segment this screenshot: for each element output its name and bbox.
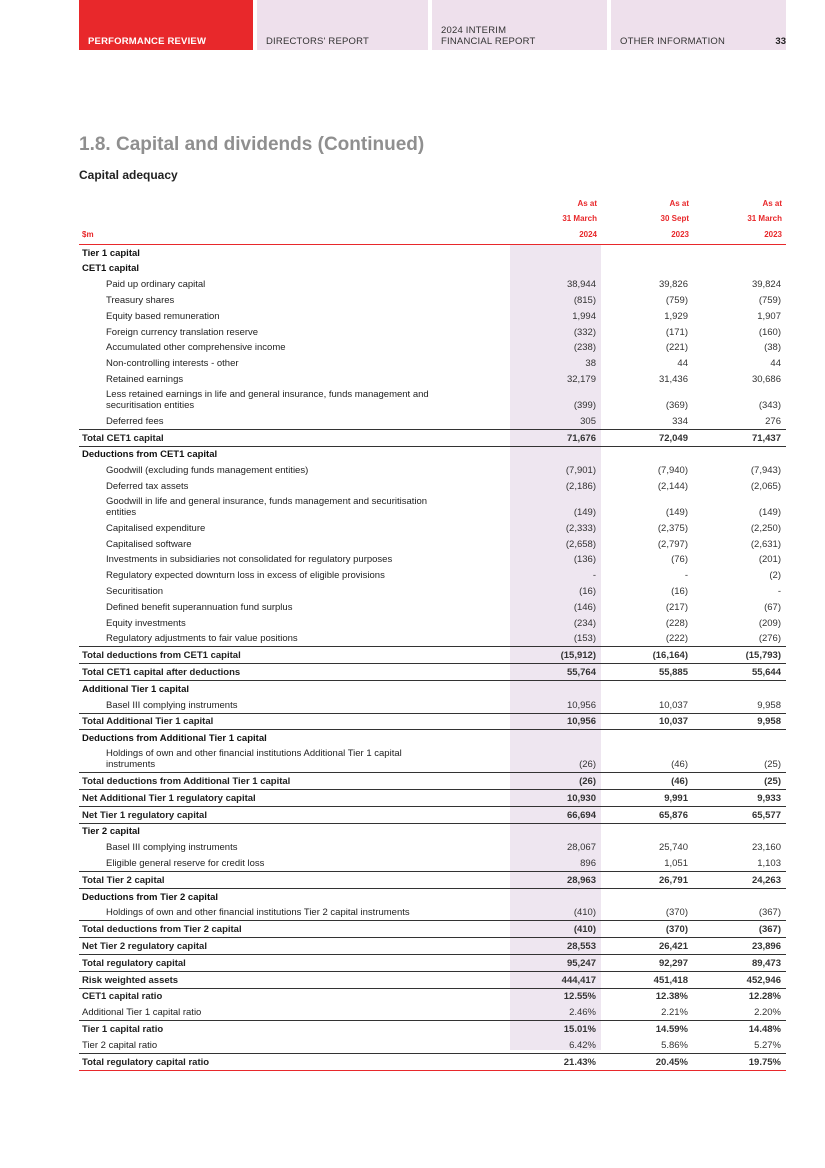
- capital-adequacy-table-container: [79, 196, 786, 1071]
- table-row: [79, 583, 786, 599]
- table-row: [79, 292, 786, 308]
- row-label: Capitalised software: [106, 538, 192, 550]
- row-value: 92,297: [601, 954, 693, 971]
- row-value: (209): [758, 617, 781, 629]
- tab-other-information[interactable]: [611, 0, 786, 50]
- table-row: [79, 681, 786, 697]
- row-value: [601, 888, 693, 904]
- table-row: [79, 888, 786, 904]
- row-label: Total deductions from Additional Tier 1 capital: [79, 773, 510, 790]
- table-row: [79, 1004, 786, 1020]
- row-value: 71,676: [510, 429, 601, 446]
- row-value: 26,421: [601, 938, 693, 955]
- row-value: (26): [510, 773, 601, 790]
- row-value: 65,876: [601, 806, 693, 823]
- row-value: (367): [758, 907, 781, 919]
- row-label: Total regulatory capital: [79, 954, 510, 971]
- row-label: Deferred tax assets: [106, 481, 189, 493]
- row-value: 10,956: [566, 699, 596, 711]
- row-value: [601, 681, 693, 697]
- row-label: Investments in subsidiaries not consolidated for regulatory purposes: [106, 554, 393, 566]
- row-value: (146): [573, 601, 596, 613]
- table-row: [79, 340, 786, 356]
- row-value: 28,963: [510, 871, 601, 888]
- row-value: (2,144): [657, 481, 688, 493]
- table-row: [79, 697, 786, 713]
- row-value: 38,944: [566, 279, 596, 291]
- row-value: (276): [758, 633, 781, 645]
- row-label: Total CET1 capital after deductions: [79, 664, 510, 681]
- row-value: [601, 446, 693, 462]
- table-row: [79, 462, 786, 478]
- row-label: Additional Tier 1 capital: [79, 681, 510, 697]
- row-value: 2.20%: [754, 1007, 781, 1019]
- section-title: 1.8. Capital and dividends (Continued): [79, 134, 425, 155]
- row-value: (67): [764, 601, 781, 613]
- tab-interim-financial-report[interactable]: [432, 0, 607, 50]
- row-value: 66,694: [510, 806, 601, 823]
- row-value: [601, 730, 693, 746]
- row-value: 28,067: [566, 842, 596, 854]
- row-value: 44: [770, 358, 781, 370]
- row-value: (149): [758, 507, 781, 519]
- table-row: [79, 599, 786, 615]
- row-label: Goodwill (excluding funds management entities): [106, 465, 309, 477]
- row-value: (76): [671, 554, 688, 566]
- table-row: [79, 536, 786, 552]
- row-value: 23,896: [693, 938, 786, 955]
- table-row: [79, 823, 786, 839]
- row-value: (2,631): [750, 538, 781, 550]
- row-value: (759): [665, 295, 688, 307]
- row-value: (16): [671, 586, 688, 598]
- row-value: 24,263: [693, 871, 786, 888]
- row-value: 55,885: [601, 664, 693, 681]
- row-value: 95,247: [510, 954, 601, 971]
- row-value: 10,956: [510, 713, 601, 730]
- table-row: [79, 730, 786, 746]
- row-value: (217): [665, 601, 688, 613]
- row-value: [693, 681, 786, 697]
- table-row: [79, 631, 786, 647]
- table-row: [79, 261, 786, 277]
- row-label: Total Additional Tier 1 capital: [79, 713, 510, 730]
- row-label: Regulatory expected downturn loss in excess of eligible provisions: [106, 570, 385, 582]
- row-value: (2): [769, 570, 781, 582]
- row-value: 9,958: [693, 713, 786, 730]
- page-number: 33: [775, 36, 786, 47]
- row-value: [510, 446, 601, 462]
- row-value: (370): [665, 907, 688, 919]
- row-value: (7,940): [657, 465, 688, 477]
- row-value: (25): [764, 759, 781, 771]
- row-value: (410): [573, 907, 596, 919]
- table-row: [79, 905, 786, 921]
- row-label: Total regulatory capital ratio: [79, 1053, 510, 1070]
- tab-directors-report[interactable]: [257, 0, 428, 50]
- row-label: Total CET1 capital: [79, 429, 510, 446]
- row-value: 23,160: [751, 842, 781, 854]
- row-label: Tier 2 capital: [79, 823, 510, 839]
- table-row: [79, 713, 786, 730]
- table-row: [79, 494, 786, 520]
- row-value: 10,930: [510, 790, 601, 807]
- table-row: [79, 520, 786, 536]
- row-value: 19.75%: [693, 1053, 786, 1070]
- table-row: [79, 773, 786, 790]
- row-value: (370): [601, 921, 693, 938]
- row-value: (759): [758, 295, 781, 307]
- row-value: 5.27%: [754, 1039, 781, 1051]
- row-label: CET1 capital ratio: [79, 988, 510, 1004]
- row-value: 1,907: [757, 310, 781, 322]
- row-value: 9,958: [757, 699, 781, 711]
- row-value: (367): [693, 921, 786, 938]
- row-value: [693, 823, 786, 839]
- row-value: (201): [758, 554, 781, 566]
- row-value: 12.28%: [693, 988, 786, 1004]
- row-value: (222): [665, 633, 688, 645]
- row-value: 9,991: [601, 790, 693, 807]
- row-label: Defined benefit superannuation fund surplus: [106, 601, 293, 613]
- row-value: 1,051: [664, 857, 688, 869]
- table-row: [79, 839, 786, 855]
- table-body: [79, 244, 786, 1070]
- row-label: Additional Tier 1 capital ratio: [82, 1007, 202, 1019]
- row-label: Accumulated other comprehensive income: [106, 342, 286, 354]
- row-value: 32,179: [566, 374, 596, 386]
- row-value: 28,553: [510, 938, 601, 955]
- row-value: -: [777, 586, 781, 598]
- table-row: [79, 855, 786, 871]
- row-value: [693, 446, 786, 462]
- unit-header: $m: [79, 196, 510, 244]
- row-value: 276: [765, 415, 781, 427]
- table-row: [79, 429, 786, 446]
- row-value: (234): [573, 617, 596, 629]
- row-value: (38): [764, 342, 781, 354]
- table-row: [79, 446, 786, 462]
- row-value: (171): [665, 326, 688, 338]
- table-row: [79, 746, 786, 773]
- row-value: [510, 681, 601, 697]
- row-value: (2,375): [657, 522, 688, 534]
- row-value: [693, 888, 786, 904]
- row-label: Capitalised expenditure: [106, 522, 206, 534]
- row-label: Less retained earnings in life and general insurance, funds management and securitisation entities: [106, 389, 429, 412]
- row-value: 39,826: [658, 279, 688, 291]
- row-label: Total deductions from CET1 capital: [79, 647, 510, 664]
- row-value: [693, 261, 786, 277]
- row-value: (25): [693, 773, 786, 790]
- row-label: Foreign currency translation reserve: [106, 326, 259, 338]
- capital-adequacy-table: [79, 196, 786, 1071]
- row-value: 452,946: [693, 971, 786, 988]
- row-value: 12.38%: [601, 988, 693, 1004]
- row-value: 72,049: [601, 429, 693, 446]
- row-label: Holdings of own and other financial institutions Additional Tier 1 capital instruments: [106, 748, 402, 771]
- table-row: [79, 664, 786, 681]
- row-value: (2,186): [565, 481, 596, 493]
- tab-performance-review[interactable]: [79, 0, 253, 50]
- row-label: Net Tier 2 regulatory capital: [79, 938, 510, 955]
- row-label: Regulatory adjustments to fair value positions: [106, 633, 298, 645]
- row-label: Deductions from Additional Tier 1 capital: [79, 730, 510, 746]
- row-value: 14.48%: [693, 1021, 786, 1037]
- row-label: Goodwill in life and general insurance, funds management and securitisation entities: [106, 496, 428, 519]
- row-label: Holdings of own and other financial institutions Tier 2 capital instruments: [106, 907, 410, 919]
- row-value: 39,824: [751, 279, 781, 291]
- row-value: 444,417: [510, 971, 601, 988]
- row-value: (15,793): [693, 647, 786, 664]
- row-label: Net Additional Tier 1 regulatory capital: [79, 790, 510, 807]
- row-value: (399): [573, 400, 596, 412]
- row-value: 12.55%: [510, 988, 601, 1004]
- row-value: (2,333): [565, 522, 596, 534]
- row-label: CET1 capital: [82, 263, 140, 275]
- row-value: (238): [573, 342, 596, 354]
- table-row: [79, 790, 786, 807]
- row-value: (410): [510, 921, 601, 938]
- row-value: 89,473: [693, 954, 786, 971]
- row-label: Basel III complying instruments: [106, 842, 238, 854]
- table-row: [79, 806, 786, 823]
- row-label: Equity investments: [106, 617, 186, 629]
- row-label: Total Tier 2 capital: [79, 871, 510, 888]
- row-value: 71,437: [693, 429, 786, 446]
- row-value: (221): [665, 342, 688, 354]
- row-value: (149): [573, 507, 596, 519]
- row-value: 44: [677, 358, 688, 370]
- table-row: [79, 938, 786, 955]
- top-navigation: [79, 0, 786, 50]
- row-value: 55,764: [510, 664, 601, 681]
- table-row: [79, 276, 786, 292]
- row-label: Treasury shares: [106, 295, 175, 307]
- row-label: Non-controlling interests - other: [106, 358, 239, 370]
- row-value: (7,901): [565, 465, 596, 477]
- table-row: [79, 988, 786, 1004]
- table-row: [79, 567, 786, 583]
- row-value: 2.21%: [661, 1007, 688, 1019]
- row-value: (46): [601, 773, 693, 790]
- row-value: 1,103: [757, 857, 781, 869]
- row-value: -: [592, 570, 596, 582]
- table-row: [79, 308, 786, 324]
- table-row: [79, 244, 786, 260]
- row-value: (2,658): [565, 538, 596, 550]
- table-header-row: [79, 196, 786, 244]
- row-value: 9,933: [693, 790, 786, 807]
- row-value: 10,037: [601, 713, 693, 730]
- row-value: 26,791: [601, 871, 693, 888]
- row-value: [510, 244, 601, 260]
- row-value: [601, 261, 693, 277]
- row-label: Tier 2 capital ratio: [82, 1039, 158, 1051]
- row-label: Total deductions from Tier 2 capital: [79, 921, 510, 938]
- row-value: [510, 823, 601, 839]
- table-row: [79, 324, 786, 340]
- table-row: [79, 871, 786, 888]
- row-label: Deductions from CET1 capital: [79, 446, 510, 462]
- row-value: (160): [758, 326, 781, 338]
- row-value: 10,037: [658, 699, 688, 711]
- table-row: [79, 647, 786, 664]
- row-label: Eligible general reserve for credit loss: [106, 857, 265, 869]
- row-value: [693, 730, 786, 746]
- row-value: (332): [573, 326, 596, 338]
- row-value: (2,250): [750, 522, 781, 534]
- row-value: [601, 244, 693, 260]
- row-value: 30,686: [751, 374, 781, 386]
- row-label: Deductions from Tier 2 capital: [79, 888, 510, 904]
- row-value: [510, 261, 601, 277]
- row-value: (7,943): [750, 465, 781, 477]
- table-row: [79, 1037, 786, 1053]
- table-row: [79, 552, 786, 568]
- row-value: (343): [758, 400, 781, 412]
- table-row: [79, 971, 786, 988]
- row-value: [510, 730, 601, 746]
- table-subtitle: Capital adequacy: [79, 168, 178, 182]
- row-value: 55,644: [693, 664, 786, 681]
- row-value: 305: [580, 415, 596, 427]
- table-row: [79, 355, 786, 371]
- table-row: [79, 921, 786, 938]
- column-header: As at 30 Sept 2023: [601, 196, 693, 244]
- row-value: (16): [579, 586, 596, 598]
- row-label: Equity based remuneration: [106, 310, 220, 322]
- row-value: (26): [579, 759, 596, 771]
- table-row: [79, 615, 786, 631]
- table-row: [79, 478, 786, 494]
- row-value: [693, 244, 786, 260]
- tab-label: DIRECTORS' REPORT: [266, 36, 370, 47]
- column-header: As at 31 March 2023: [693, 196, 786, 244]
- row-value: (369): [665, 400, 688, 412]
- row-value: (815): [573, 295, 596, 307]
- row-value: 5.86%: [661, 1039, 688, 1051]
- row-value: 38: [585, 358, 596, 370]
- row-value: -: [684, 570, 688, 582]
- column-header: As at 31 March 2024: [510, 196, 601, 244]
- table-row: [79, 387, 786, 413]
- row-value: 6.42%: [569, 1039, 596, 1051]
- row-value: 1,929: [664, 310, 688, 322]
- row-value: 896: [580, 857, 596, 869]
- row-value: 21.43%: [510, 1053, 601, 1070]
- row-label: Deferred fees: [106, 415, 164, 427]
- row-value: (228): [665, 617, 688, 629]
- row-value: (2,065): [750, 481, 781, 493]
- table-row: [79, 954, 786, 971]
- row-label: Basel III complying instruments: [106, 699, 238, 711]
- row-label: Paid up ordinary capital: [106, 279, 206, 291]
- row-value: 334: [672, 415, 688, 427]
- row-value: 65,577: [693, 806, 786, 823]
- row-value: 1,994: [572, 310, 596, 322]
- row-value: (15,912): [510, 647, 601, 664]
- row-value: 2.46%: [569, 1007, 596, 1019]
- row-value: 31,436: [658, 374, 688, 386]
- row-label: Tier 1 capital ratio: [79, 1021, 510, 1037]
- row-value: 451,418: [601, 971, 693, 988]
- table-row: [79, 1021, 786, 1037]
- row-value: (153): [573, 633, 596, 645]
- row-value: (149): [665, 507, 688, 519]
- row-value: 14.59%: [601, 1021, 693, 1037]
- table-row: [79, 1053, 786, 1070]
- row-label: Net Tier 1 regulatory capital: [79, 806, 510, 823]
- table-row: [79, 371, 786, 387]
- row-value: (136): [573, 554, 596, 566]
- row-label: Securitisation: [106, 586, 164, 598]
- row-label: Retained earnings: [106, 374, 184, 386]
- row-value: 25,740: [658, 842, 688, 854]
- row-value: 20.45%: [601, 1053, 693, 1070]
- row-value: (2,797): [657, 538, 688, 550]
- row-value: [601, 823, 693, 839]
- row-value: 15.01%: [510, 1021, 601, 1037]
- row-value: (16,164): [601, 647, 693, 664]
- row-value: [510, 888, 601, 904]
- row-label: Tier 1 capital: [82, 247, 140, 259]
- table-row: [79, 413, 786, 429]
- tab-label: PERFORMANCE REVIEW: [88, 36, 207, 47]
- row-value: (46): [671, 759, 688, 771]
- row-label: Risk weighted assets: [79, 971, 510, 988]
- tab-label: 2024 INTERIM FINANCIAL REPORT: [441, 25, 536, 47]
- tab-label: OTHER INFORMATION: [620, 36, 726, 47]
